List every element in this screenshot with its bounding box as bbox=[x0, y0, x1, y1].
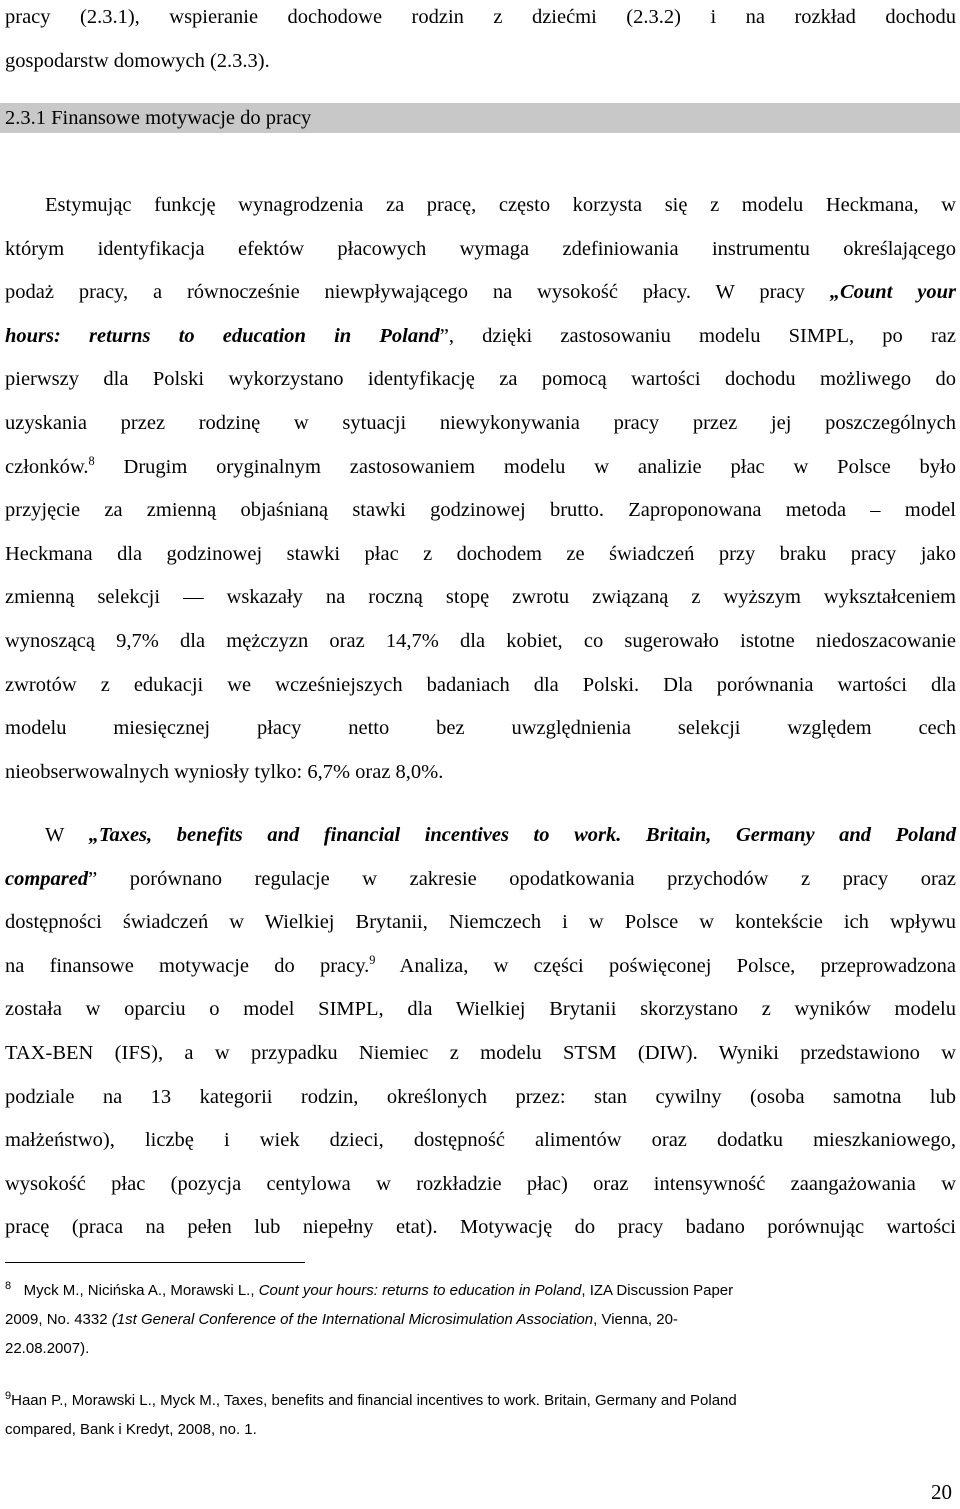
text-line: dostępności świadczeń w Wielkiej Brytanii, Niemczech i w Polsce w kontekście ich wpływu bbox=[5, 911, 956, 934]
footnote-8 bbox=[5, 1276, 925, 1363]
cited-title: „Taxes, benefits and financial incentives to work. Britain, Germany and Poland bbox=[88, 824, 956, 846]
text-line: wysokość płac (pozycja centylowa w rozkładzie płac) oraz intensywność zaangażowania w bbox=[5, 1172, 956, 1195]
text-segment: ”, dzięki zastosowaniu modelu SIMPL, po raz bbox=[439, 324, 956, 347]
text-line: TAX-BEN (IFS), a w przypadku Niemiec z modelu STSM (DIW). Wyniki przedstawiono w bbox=[5, 1041, 956, 1064]
footnote-separator bbox=[5, 1262, 305, 1263]
text-line: zmienną selekcji — wskazały na roczną stopę zwrotu związaną z wyższym wykształceniem bbox=[5, 586, 956, 609]
text-segment: , Vienna, 20- bbox=[593, 1311, 678, 1328]
footnote-line bbox=[5, 1276, 925, 1305]
text-segment: Analiza, w części poświęconej Polsce, przeprowadzona bbox=[375, 954, 956, 977]
text-segment: , IZA Discussion Paper bbox=[581, 1282, 734, 1299]
cited-title: „Count your bbox=[829, 281, 956, 304]
text-line: modelu miesięcznej płacy netto bez uwzględnienia selekcji względem cech bbox=[5, 717, 956, 740]
text-segment: na finansowe motywacje do pracy. bbox=[5, 954, 370, 977]
footnote-line: 22.08.2007). bbox=[5, 1340, 90, 1357]
paragraph-2 bbox=[5, 814, 956, 1250]
cited-title: hours: returns to education in Poland bbox=[5, 324, 440, 347]
text-line: którym identyfikacja efektów płacowych wymaga zdefiniowania instrumentu określającego bbox=[5, 237, 956, 260]
footnote-line bbox=[5, 1386, 950, 1415]
text-line: nieobserwowalnych wyniosły tylko: 6,7% oraz 8,0%. bbox=[5, 760, 444, 783]
cited-title: Count your hours: returns to education in Poland bbox=[258, 1282, 582, 1299]
footnote-ref-8[interactable]: 8 bbox=[88, 453, 95, 468]
cited-title: compared bbox=[5, 867, 89, 890]
page-number: 20 bbox=[931, 1480, 952, 1504]
text-line: pracę (praca na pełen lub niepełny etat). Motywację do pracy badano porównując wartości bbox=[5, 1216, 956, 1239]
text-line: podziale na 13 kategorii rodzin, określonych przez: stan cywilny (osoba samotna lub bbox=[5, 1085, 956, 1108]
cited-title: (1st General Conference of the International Microsimulation Association bbox=[111, 1311, 594, 1328]
text-line: zwrotów z edukacji we wcześniejszych badaniach dla Polski. Dla porównania wartości dla bbox=[5, 673, 956, 696]
text-line bbox=[5, 446, 956, 490]
text-line bbox=[5, 945, 956, 989]
paragraph-1 bbox=[5, 184, 956, 794]
text-line bbox=[5, 858, 956, 902]
footnote-line: compared, Bank i Kredyt, 2008, no. 1. bbox=[5, 1421, 257, 1438]
section-heading: 2.3.1 Finansowe motywacje do pracy bbox=[5, 107, 312, 129]
text-segment: Myck M., Nicińska A., Morawski L., bbox=[23, 1282, 259, 1299]
text-segment: Drugim oryginalnym zastosowaniem modelu w analizie płac w Polsce było bbox=[94, 455, 956, 478]
text-line: pierwszy dla Polski wykorzystano identyfikację za pomocą wartości dochodu możliwego do bbox=[5, 368, 956, 391]
text-segment: W bbox=[45, 824, 89, 846]
intro-paragraph bbox=[5, 0, 956, 83]
text-line: Heckmana dla godzinowej stawki płac z dochodem ze świadczeń przy braku pracy jako bbox=[5, 542, 956, 565]
intro-line: pracy (2.3.1), wspieranie dochodowe rodzin z dziećmi (2.3.2) i na rozkład dochodu bbox=[5, 6, 956, 28]
footnote-9 bbox=[5, 1386, 950, 1444]
text-line: uzyskania przez rodzinę w sytuacji niewykonywania pracy przez jej poszczególnych bbox=[5, 411, 956, 434]
text-line: wynoszącą 9,7% dla mężczyzn oraz 14,7% dla kobiet, co sugerowało istotne niedoszacowanie bbox=[5, 629, 956, 652]
text-line bbox=[5, 271, 956, 315]
text-line: małżeństwo), liczbę i wiek dzieci, dostępność alimentów oraz dodatku mieszkaniowego, bbox=[5, 1129, 956, 1152]
text-segment: Haan P., Morawski L., Myck M., Taxes, benefits and financial incentives to work. Britain, Germany and Poland bbox=[11, 1392, 737, 1409]
text-line: została w oparciu o model SIMPL, dla Wielkiej Brytanii skorzystano z wyników modelu bbox=[5, 998, 956, 1021]
text-segment: ” porównano regulacje w zakresie opodatkowania przychodów z pracy oraz bbox=[88, 867, 956, 890]
intro-line: gospodarstw domowych (2.3.3). bbox=[5, 49, 270, 72]
footnote-number: 8 bbox=[5, 1280, 12, 1292]
text-line: Estymując funkcję wynagrodzenia za pracę, często korzysta się z modelu Heckmana, w bbox=[45, 194, 956, 216]
text-line bbox=[5, 315, 956, 359]
footnote-number: 9 bbox=[5, 1390, 12, 1402]
text-segment: 2009, No. 4332 bbox=[5, 1311, 112, 1328]
text-segment: członków. bbox=[5, 455, 89, 478]
text-segment: podaż pracy, a równocześnie niewpływającego na wysokość płacy. W pracy bbox=[5, 281, 830, 304]
footnote-line bbox=[5, 1305, 925, 1334]
text-line: przyjęcie za zmienną objaśnianą stawki godzinowej brutto. Zaproponowana metoda – model bbox=[5, 499, 956, 522]
text-line bbox=[5, 814, 956, 858]
footnote-ref-9[interactable]: 9 bbox=[369, 952, 376, 967]
